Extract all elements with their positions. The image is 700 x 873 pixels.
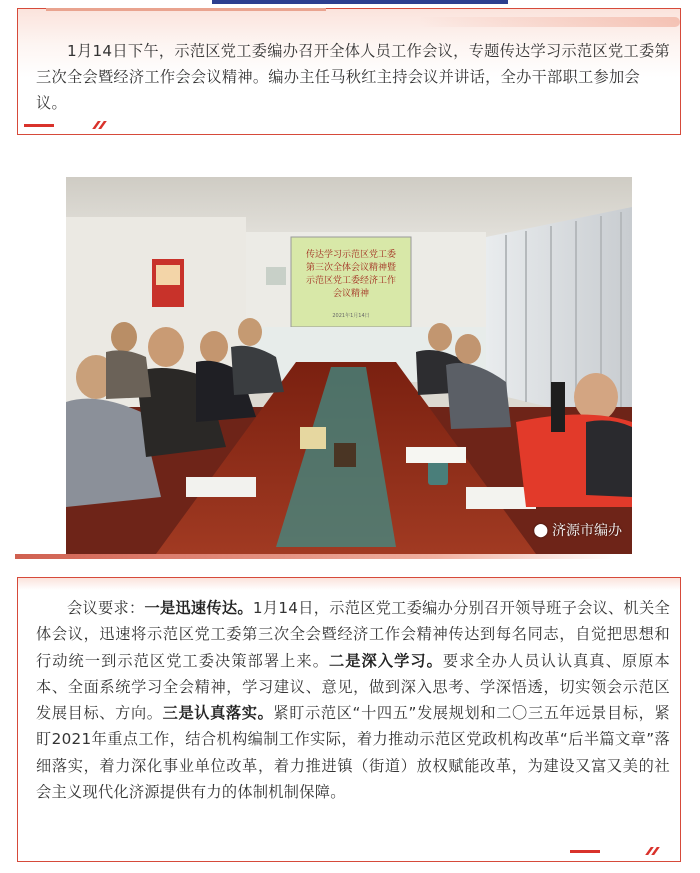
decor-bar <box>46 8 326 11</box>
point-3-text: 紧盯示范区“十四五”发展规划和二〇三五年远景目标，紧盯2021年重点工作，结合机构编制工作实际，着力推动示范区党政机构改革“后半篇文章”落细落实，着力深化事业单位改革，着力推进镇（街道）放权赋能改革，为建设又富又美的社会主义现代化济源提供有力的体制机制保障。 <box>36 704 670 802</box>
wechat-icon: ⬤ <box>533 522 548 538</box>
photo-watermark <box>533 520 622 540</box>
svg-text:会议精神: 会议精神 <box>332 289 370 299</box>
requirements-box <box>17 577 681 862</box>
decor-brush <box>418 17 680 27</box>
decor-red-line <box>570 850 600 853</box>
point-1-title: 一是迅速传达。 <box>144 599 253 617</box>
intro-paragraph: 1月14日下午，示范区党工委编办召开全体人员工作会议，专题传达学习示范区党工委第三次全会暨经济工作会会议精神。编办主任马秋红主持会议并讲话，全办干部职工参加会议。 <box>36 42 670 112</box>
svg-text:2021年1月14日: 2021年1月14日 <box>332 313 370 319</box>
meeting-photo <box>66 177 632 554</box>
top-accent-line <box>212 0 508 4</box>
requirements-paragraph <box>36 595 670 805</box>
intro-box <box>17 8 681 135</box>
point-2-text: 要求全办人员认认真真、原原本本、全面系统学习全会精神，学习建议、意见，做到深入思考、学深悟透，切实领会示范区发展目标、方向。 <box>36 651 670 723</box>
svg-text:第三次全体会议精神暨: 第三次全体会议精神暨 <box>305 263 397 273</box>
point-1-text: 1月14日，示范区党工委编办分别召开领导班子会议、机关全体会议，迅速将示范区党工委第三次全会暨经济工作会精神传达到每名同志，自觉把思想和行动统一到示范区党工委决策部署上来。 <box>36 599 671 670</box>
watermark-text: 济源市编办 <box>552 523 622 539</box>
point-3-title: 三是认真落实。 <box>162 704 274 723</box>
lead-text: 会议要求： <box>67 599 145 617</box>
photo-shadow-bar <box>15 554 615 559</box>
decor-red-line <box>24 124 54 127</box>
svg-text:传达学习示范区党工委: 传达学习示范区党工委 <box>305 250 397 260</box>
decor-gradient <box>18 578 680 590</box>
point-2-title: 二是深入学习。 <box>328 651 443 670</box>
svg-text:示范区党工委经济工作: 示范区党工委经济工作 <box>305 276 397 286</box>
meeting-scene-illustration <box>66 177 632 554</box>
